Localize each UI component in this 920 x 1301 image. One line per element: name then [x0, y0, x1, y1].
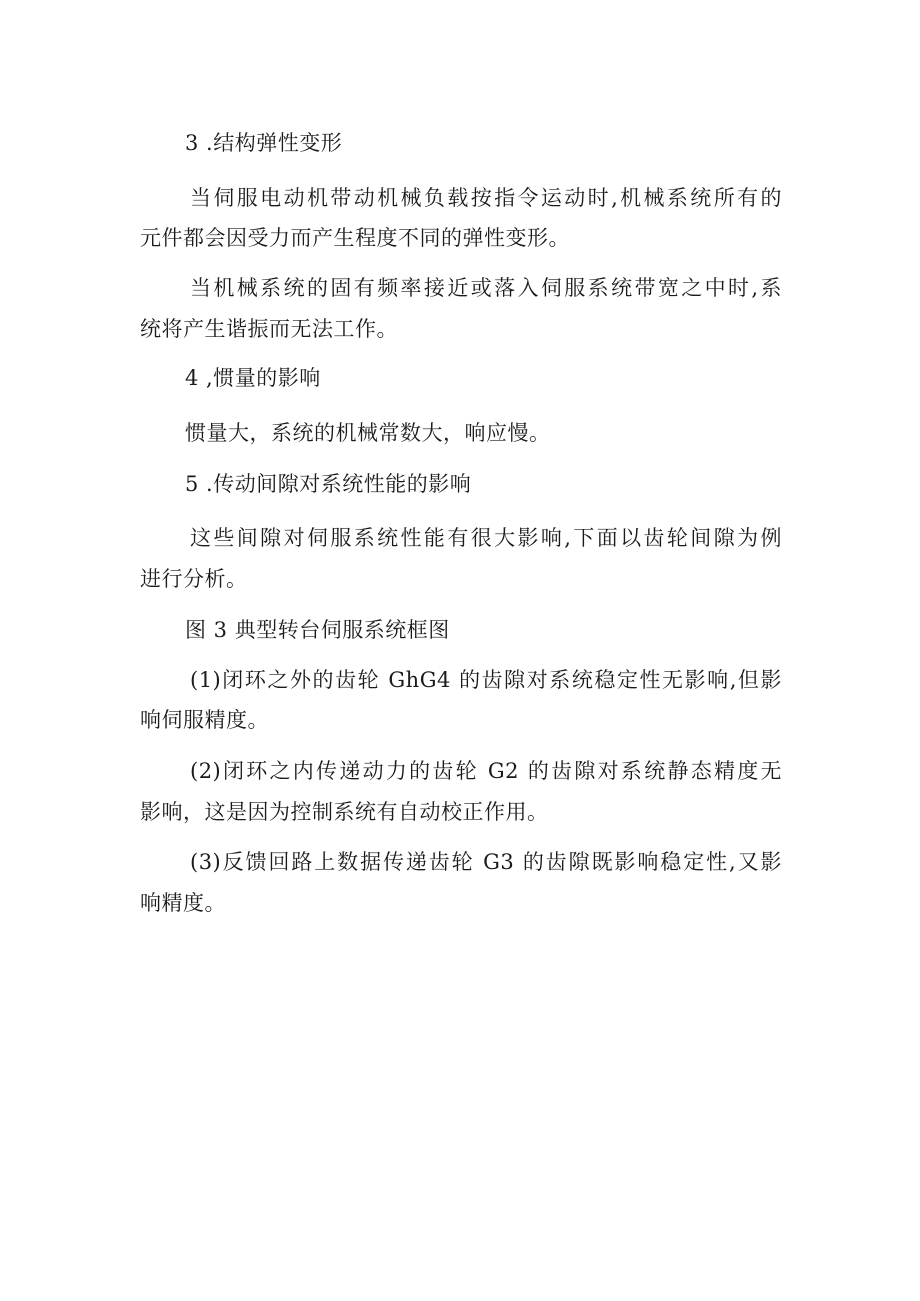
section-3-paragraph-1-line-1: 当伺服电动机带动机械负载按指令运动时,机械系统所有的	[190, 186, 782, 210]
section-4-heading: 4 ,惯量的影响	[185, 366, 321, 390]
section-3-paragraph-2-line-1: 当机械系统的固有频率接近或落入伺服系统带宽之中时,系	[190, 276, 782, 300]
section-4-paragraph: 惯量大，系统的机械常数大，响应慢。	[185, 421, 551, 445]
figure-3-caption: 图 3 典型转台伺服系统框图	[185, 618, 450, 642]
list-item-3-line-1: (3)反馈回路上数据传递齿轮 G3 的齿隙既影响稳定性,又影	[190, 850, 782, 874]
list-item-1-line-2: 响伺服精度。	[140, 708, 269, 732]
section-5-paragraph-line-2: 进行分析。	[140, 567, 248, 591]
list-item-2-line-2: 影响，这是因为控制系统有自动校正作用。	[140, 800, 549, 824]
section-3-paragraph-2-line-2: 统将产生谐振而无法工作。	[140, 317, 398, 341]
list-item-1-line-1: (1)闭环之外的齿轮 GhG4 的齿隙对系统稳定性无影响,但影	[190, 668, 782, 692]
section-3-paragraph-1-line-2: 元件都会因受力而产生程度不同的弹性变形。	[140, 226, 570, 250]
section-3-heading: 3 .结构弹性变形	[185, 131, 343, 155]
section-5-heading: 5 .传动间隙对系统性能的影响	[185, 472, 472, 496]
list-item-3-line-2: 响精度。	[140, 891, 226, 915]
section-5-paragraph-line-1: 这些间隙对伺服系统性能有很大影响,下面以齿轮间隙为例	[190, 526, 782, 550]
list-item-2-line-1: (2)闭环之内传递动力的齿轮 G2 的齿隙对系统静态精度无	[190, 759, 782, 783]
